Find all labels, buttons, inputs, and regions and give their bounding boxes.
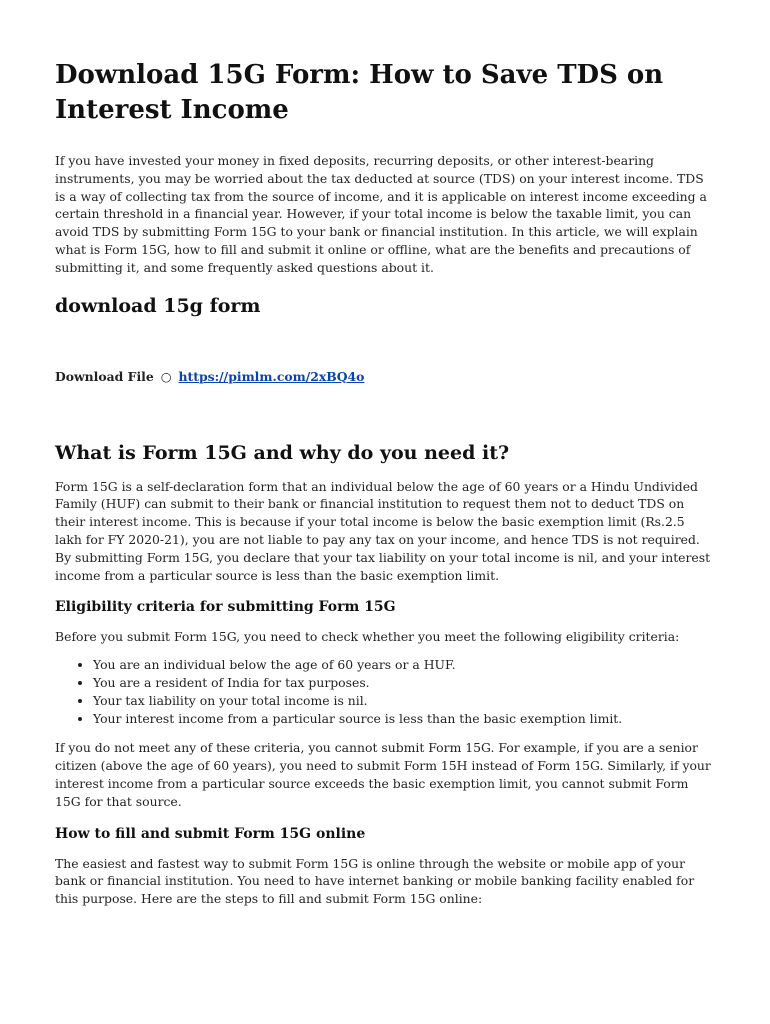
eligibility-after-paragraph: If you do not meet any of these criteria, you cannot submit Form 15G. For example, if you are a senior citizen (above the age of 60 years), you need to submit Form 15H instead of Form 15G. Similarly, if your interest income from a particular source exceeds the basic exemption limit, you cannot submit Form 15G for that source. (55, 740, 711, 809)
eligibility-list (55, 656, 715, 727)
section-heading-online: How to fill and submit Form 15G online (55, 825, 366, 842)
list-item: • You are a resident of India for tax purposes. (93, 674, 715, 692)
download-line (55, 368, 715, 386)
section-heading-eligibility: Eligibility criteria for submitting Form 15G (55, 599, 396, 616)
download-link[interactable]: https://pimlm.com/2xBQ4o (178, 368, 365, 384)
eligibility-lead: Before you submit Form 15G, you need to check whether you meet the following eligibility criteria: (55, 629, 680, 645)
section-paragraph-what-is-form-15g: Form 15G is a self-declaration form that an individual below the age of 60 years or a Hindu Undivided Family (HUF) can submit to their bank or financial institution to request them not to deduct TDS on their interest income. This is because if your total income is below the basic exemption limit (Rs.2.5 lakh for FY 2020-21), you are not liable to pay any tax on your income, and hence TDS is not required. By submitting Form 15G, you declare that your tax liability on your total income is nil, and your interest income from a particular source is less than the basic exemption limit. (55, 478, 711, 583)
download-heading: download 15g form (55, 294, 261, 317)
page-title: Download 15G Form: How to Save TDS on Interest Income (55, 60, 664, 125)
online-paragraph: The easiest and fastest way to submit Form 15G is online through the website or mobile app of your bank or financial institution. You need to have internet banking or mobile banking facility enabled for this purpose. Here are the steps to fill and submit Form 15G online: (55, 855, 695, 907)
intro-paragraph: If you have invested your money in fixed deposits, recurring deposits, or other interest-bearing instruments, you may be worried about the tax deducted at source (TDS) on your interest income. TDS is a way of collecting tax from the source of income, and it is applicable on interest income exceeding a certain threshold in a financial year. However, if your total income is below the taxable limit, you can avoid TDS by submitting Form 15G to your bank or financial institution. In this article, we will explain what is Form 15G, how to fill and submit it online or offline, what are the benefits and precautions of submitting it, and some frequently asked questions about it. (55, 153, 707, 275)
circle-icon: ○ (160, 368, 172, 384)
list-item: • You are an individual below the age of 60 years or a HUF. (93, 656, 715, 674)
list-item: • Your interest income from a particular source is less than the basic exemption limit. (93, 710, 715, 728)
list-item: • Your tax liability on your total income is nil. (93, 692, 715, 710)
download-label: Download File (55, 368, 154, 384)
section-heading-what-is-form-15g: What is Form 15G and why do you need it? (55, 441, 510, 464)
